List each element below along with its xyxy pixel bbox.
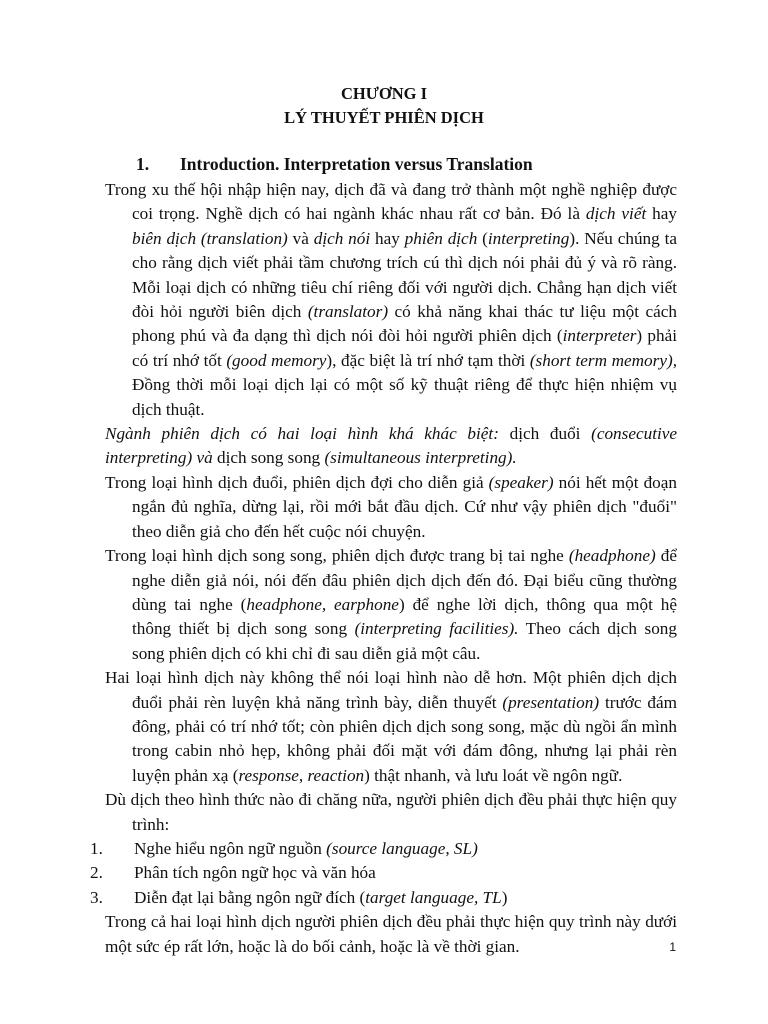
italic-term: (simultaneous interpreting). (324, 448, 517, 468)
italic-term: Ngành phiên dịch có hai loại hình khá khác biệt: (105, 424, 499, 444)
italic-term: response (238, 765, 299, 785)
list-item (90, 837, 677, 861)
list-item-number: 3. (90, 887, 103, 907)
italic-term: interpreting (487, 228, 570, 248)
italic-term: (good memory (226, 350, 327, 370)
italic-term: (translator) (307, 302, 389, 322)
paragraph: Trong cả hai loại hình dịch người phiên dịch đều phải thực hiện quy trình này dưới một sức ép rất lớn, hoặc là do bối cảnh, hoặc là về thời gian. (105, 912, 677, 956)
italic-term: (source language, SL) (326, 838, 478, 858)
section-number: 1. (136, 154, 150, 174)
italic-term: biên dịch (translation) (132, 228, 288, 248)
paragraph: Trong loại hình dịch song song, phiên dịch được trang bị tai nghe (headphone) để nghe diễn giả nói, nói đến đâu phiên dịch dịch đến đó. Đại biểu cũng thường dùng tai nghe (headphone, earphone) để nghe lời dịch, thông qua một hệ thông thiết bị dịch song song (interpreting facilities). Theo cách dịch song song phiên dịch có khi chỉ đi sau diễn giả một câu. (105, 546, 677, 663)
list-item-number: 1. (90, 838, 103, 858)
paragraph: Hai loại hình dịch này không thể nói loại hình nào dễ hơn. Một phiên dịch dịch đuổi phải rèn luyện khả năng trình bày, diễn thuyết (presentation) trước đám đông, phải có trí nhớ tốt; còn phiên dịch dịch song song, mặc dù ngồi ẩn mình trong cabin nhỏ hẹp, không phải đối mặt với đám đông, nhưng lại phải rèn luyện phản xạ (response, reaction) thật nhanh, và lưu loát về ngôn ngữ. (105, 668, 678, 785)
list-item (90, 861, 677, 885)
italic-term: (headphone) (568, 546, 656, 566)
paragraph: Dù dịch theo hình thức nào đi chăng nữa, người phiên dịch đều phải thực hiện quy trình: (105, 790, 677, 834)
section-heading (136, 154, 533, 175)
italic-term: phiên dịch (404, 228, 478, 248)
chapter-title: LÝ THUYẾT PHIÊN DỊCH (284, 108, 484, 127)
italic-term: (consecutive interpreting) và (105, 424, 677, 468)
paragraph: Trong loại hình dịch đuổi, phiên dịch đợi cho diễn giả (speaker) nói hết một đoạn ngắn đủ nghĩa, dừng lại, rồi mới bắt đầu dịch. Cứ như vậy phiên dịch "đuổi" theo diễn giả cho đến hết cuộc nói chuyện. (105, 472, 677, 541)
italic-term: reaction (307, 765, 365, 785)
page-number: 1 (669, 940, 676, 954)
italic-term: (speaker) (488, 472, 554, 492)
italic-term: target language, TL (365, 887, 502, 907)
chapter-number: CHƯƠNG I (340, 84, 427, 103)
paragraph: Trong xu thế hội nhập hiện nay, dịch đã và đang trở thành một nghề nghiệp được coi trọng. Nghề dịch có hai ngành khác nhau rất cơ bản. Đó là dịch viết hay biên dịch (translation) và dịch nói hay phiên dịch (interpreting). Nếu chúng ta cho rằng dịch viết phải tầm chương trích cú thì dịch nói phải đủ ý và rõ ràng. Mỗi loại dịch có những tiêu chí riêng đối với người dịch. Chẳng hạn dịch viết đòi hỏi người biên dịch (translator) có khả năng khai thác tư liệu một cách phong phú và đa dạng thì dịch nói đòi hỏi người phiên dịch (interpreter) phải có trí nhớ tốt (good memory), đặc biệt là trí nhớ tạm thời (short term memory), Đồng thời mỗi loại dịch lại có một số kỹ thuật riêng để thực hiện nhiệm vụ dịch thuật. (105, 180, 678, 419)
italic-term: interpreter (562, 326, 637, 346)
italic-term: dịch nói (313, 228, 371, 248)
italic-term: (presentation) (502, 692, 600, 712)
section-title: Introduction. Interpretation versus Translation (180, 154, 533, 174)
list-item (90, 886, 677, 910)
body-text (90, 178, 678, 959)
process-steps-list (90, 837, 677, 910)
paragraph: Ngành phiên dịch có hai loại hình khá khác biệt: dịch đuổi (consecutive interpreting) và dịch song song (simultaneous interpreting). (105, 424, 677, 468)
list-item-text: Phân tích ngôn ngữ học và văn hóa (134, 863, 376, 883)
italic-term: headphone, earphone (246, 594, 399, 614)
list-item-text: Diễn đạt lại bằng ngôn ngữ đích (target language, TL) (134, 887, 508, 907)
list-item-number: 2. (90, 863, 103, 883)
italic-term: (short term memory), (529, 350, 677, 370)
italic-term: dịch viết (585, 204, 647, 224)
list-item-text: Nghe hiểu ngôn ngữ nguồn (source language, SL) (134, 838, 478, 858)
italic-term: (interpreting facilities). (354, 619, 519, 639)
